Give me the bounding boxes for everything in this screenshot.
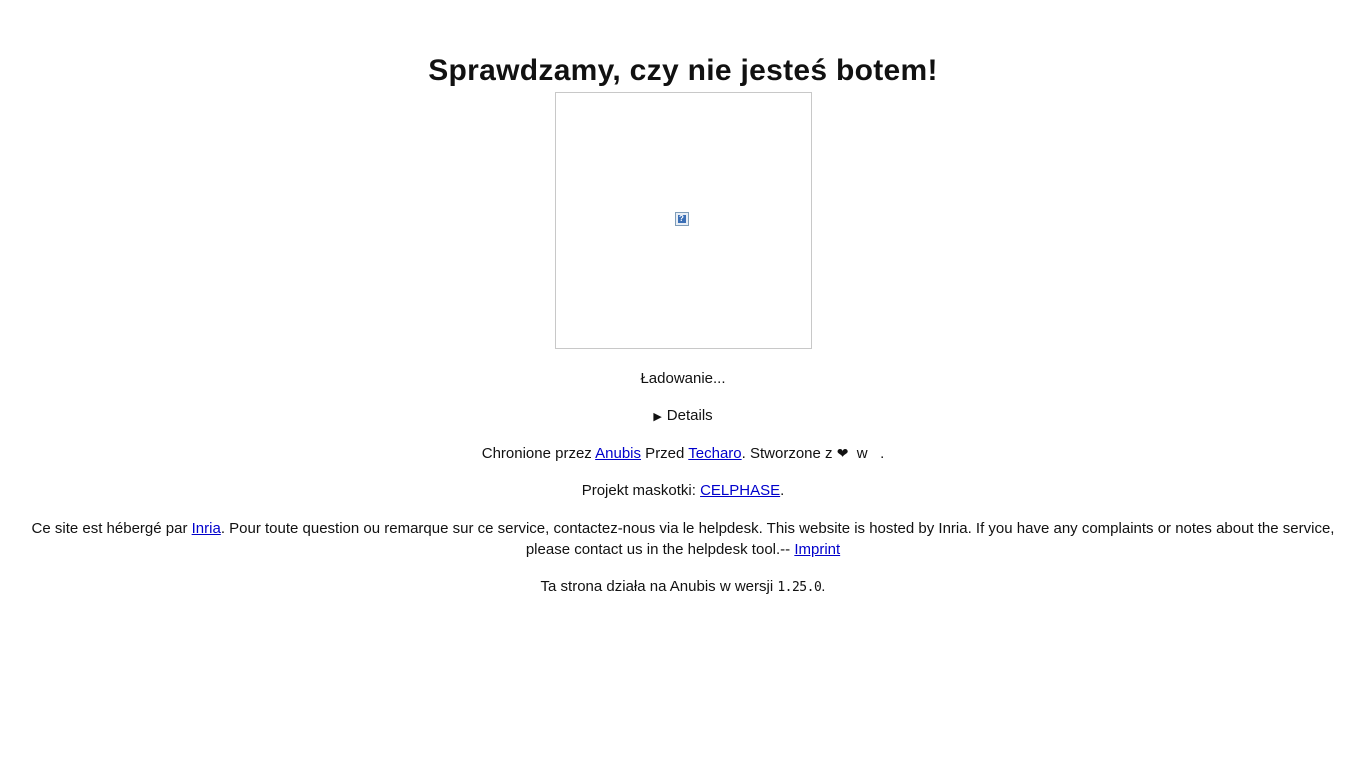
techaro-link[interactable]: Techaro [688,445,742,462]
mascot-credit-line [0,464,1366,501]
celphase-link[interactable]: CELPHASE [700,482,781,499]
protection-middle: Przed [641,445,689,462]
made-with-prefix: . Stworzone z [741,445,837,462]
version-suffix: . [821,578,826,595]
made-with-suffix: w . [848,445,885,462]
mascot-credit-prefix: Projekt maskotki: [581,482,701,499]
version-line [0,560,1366,598]
inria-link[interactable]: Inria [191,520,221,537]
protection-line [0,427,1366,464]
protection-prefix: Chronione przez [481,445,596,462]
loading-status: Ładowanie... [640,370,726,387]
mascot-credit-suffix: . [780,482,785,499]
imprint-link[interactable]: Imprint [794,541,841,558]
hosting-notice [18,501,1348,560]
heart-icon: ❤ [836,446,849,462]
disclosure-triangle-icon: ▶ [653,411,662,423]
broken-image-glyph: ? [679,214,684,223]
details-toggle[interactable] [0,389,1366,427]
version-number: 1.25.0 [777,580,822,595]
details-label: Details [666,407,713,424]
mascot-image [555,92,812,349]
hosting-body: . Pour toute question ou remarque sur ce service, contactez-nous via le helpdesk. This website is hosted by Inria. If you have any complaints or notes about the service, please contact us in the helpdesk tool.-- [220,520,1335,558]
anubis-link[interactable]: Anubis [595,445,642,462]
broken-image-icon [675,212,689,226]
version-prefix: Ta strona działa na Anubis w wersji [540,578,778,595]
page-title: Sprawdzamy, czy nie jesteś botem! [428,54,938,87]
hosting-prefix: Ce site est hébergé par [31,520,192,537]
